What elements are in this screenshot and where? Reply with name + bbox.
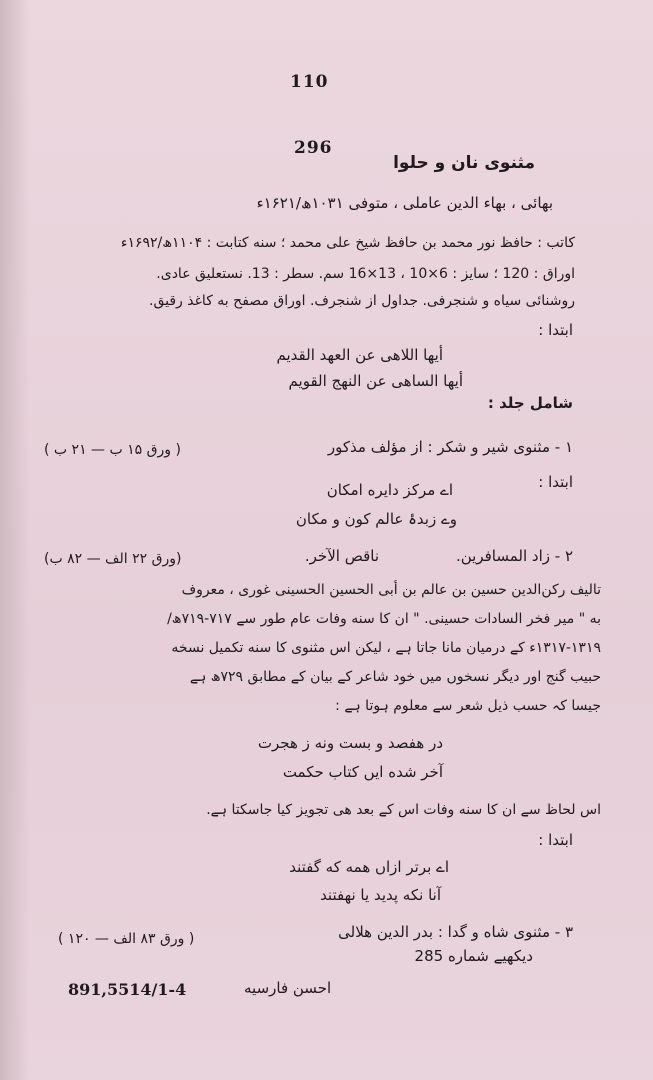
opening-verse-1: أیها اللاهی عن العهد القدیم xyxy=(276,346,443,364)
item1-verse-1: اے مرکز دایره امکان xyxy=(326,481,453,499)
item1-verse-2: وے زبدۂ عالم کون و مکان xyxy=(295,510,457,528)
item3-see-reference: دیکھیے شماره 285 xyxy=(414,947,533,965)
item2-verse-1: اے برتر ازاں همه که گفتند xyxy=(289,858,449,876)
scribe-line: کاتب : حافظ نور محمد بن حافظ شیخ علی محمد ؛ سنه کتابت : ۱۱۰۴ھ/۱۶۹۲ء xyxy=(120,235,575,251)
para1-line4: حبیب گنج اور دیگر نسخوں میں خود شاعر کے بیان کے مطابق ۷۲۹ھ ہے xyxy=(189,669,601,685)
item2-folio: (ورق ۲۲ الف — ۸۲ ب) xyxy=(44,551,182,567)
entry-title: مثنوی نان و حلوا xyxy=(393,153,535,173)
item1-title: ۱ - مثنوی شیر و شکر : از مؤلف مذکور xyxy=(327,438,573,456)
shelf-label: احسن فارسیه xyxy=(244,979,332,997)
para1-line2: به " میر فخر السادات حسینی. " ان کا سنه وفات عام طور سے ۷۱۷-۷۱۹ھ/ xyxy=(167,611,601,627)
contents-heading: شامل جلد : xyxy=(487,394,573,412)
author-line: بهائی ، بهاء الدین عاملی ، متوفی ۱۰۳۱ھ/۱۶۲۱ء xyxy=(256,194,553,212)
para1-line5: جیسا کہ حسب ذیل شعر سے معلوم ہوتا ہے : xyxy=(335,698,601,714)
item2-opening-label: ابتدا : xyxy=(538,831,573,849)
page-binding-shadow xyxy=(0,0,30,1080)
item3-folio: ( ورق ۸۳ الف — ۱۲۰ ) xyxy=(58,931,195,947)
opening-verse-2: أیها الساهی عن النهج القویم xyxy=(288,372,463,390)
physical-description: اوراق : 120 ؛ سایز : 6×10 ، 13×16 سم. سطر : 13. نستعلیق عادی. xyxy=(156,266,575,282)
item2-note: ناقص الآخر. xyxy=(304,547,379,565)
item1-folio: ( ورق ۱۵ ب — ۲۱ ب ) xyxy=(44,442,181,458)
ink-description: روشنائی سیاه و شنجرفی. جداول از شنجرف. اوراق مصفح به کاغذ رقیق. xyxy=(149,293,575,309)
para1-line3: ۱۳۱۷-۱۳۱۹ء کے درمیان مانا جاتا ہے ، لیکن اس مثنوی کا سنه تکمیل نسخه xyxy=(171,640,601,656)
item3-title: ۳ - مثنوی شاه و گدا : بدر الدین هلالی xyxy=(338,923,573,941)
opening-label: ابتدا : xyxy=(538,321,573,339)
item2-verse-2: آنا نکه پدید یا نهفتند xyxy=(320,886,441,904)
verse-b2: آخر شده ایں کتاب حکمت xyxy=(282,763,443,781)
para1-line1: تالیف رکن‌الدین حسین بن عالم بن أبی الحسین الحسینی غوری ، معروف xyxy=(181,582,601,598)
entry-number: 296 xyxy=(294,138,333,158)
item2-title: ۲ - زاد المسافرین. xyxy=(455,547,573,565)
para2: اس لحاظ سے ان کا سنه وفات اس کے بعد ھی تجویز کیا جاسکتا ہے. xyxy=(206,802,601,818)
shelf-number: 891,5514/1-4 xyxy=(68,980,187,999)
verse-b1: در هفصد و بست ونه ز هجرت xyxy=(257,734,443,752)
item1-opening-label: ابتدا : xyxy=(538,473,573,491)
page-number: 110 xyxy=(290,72,329,92)
